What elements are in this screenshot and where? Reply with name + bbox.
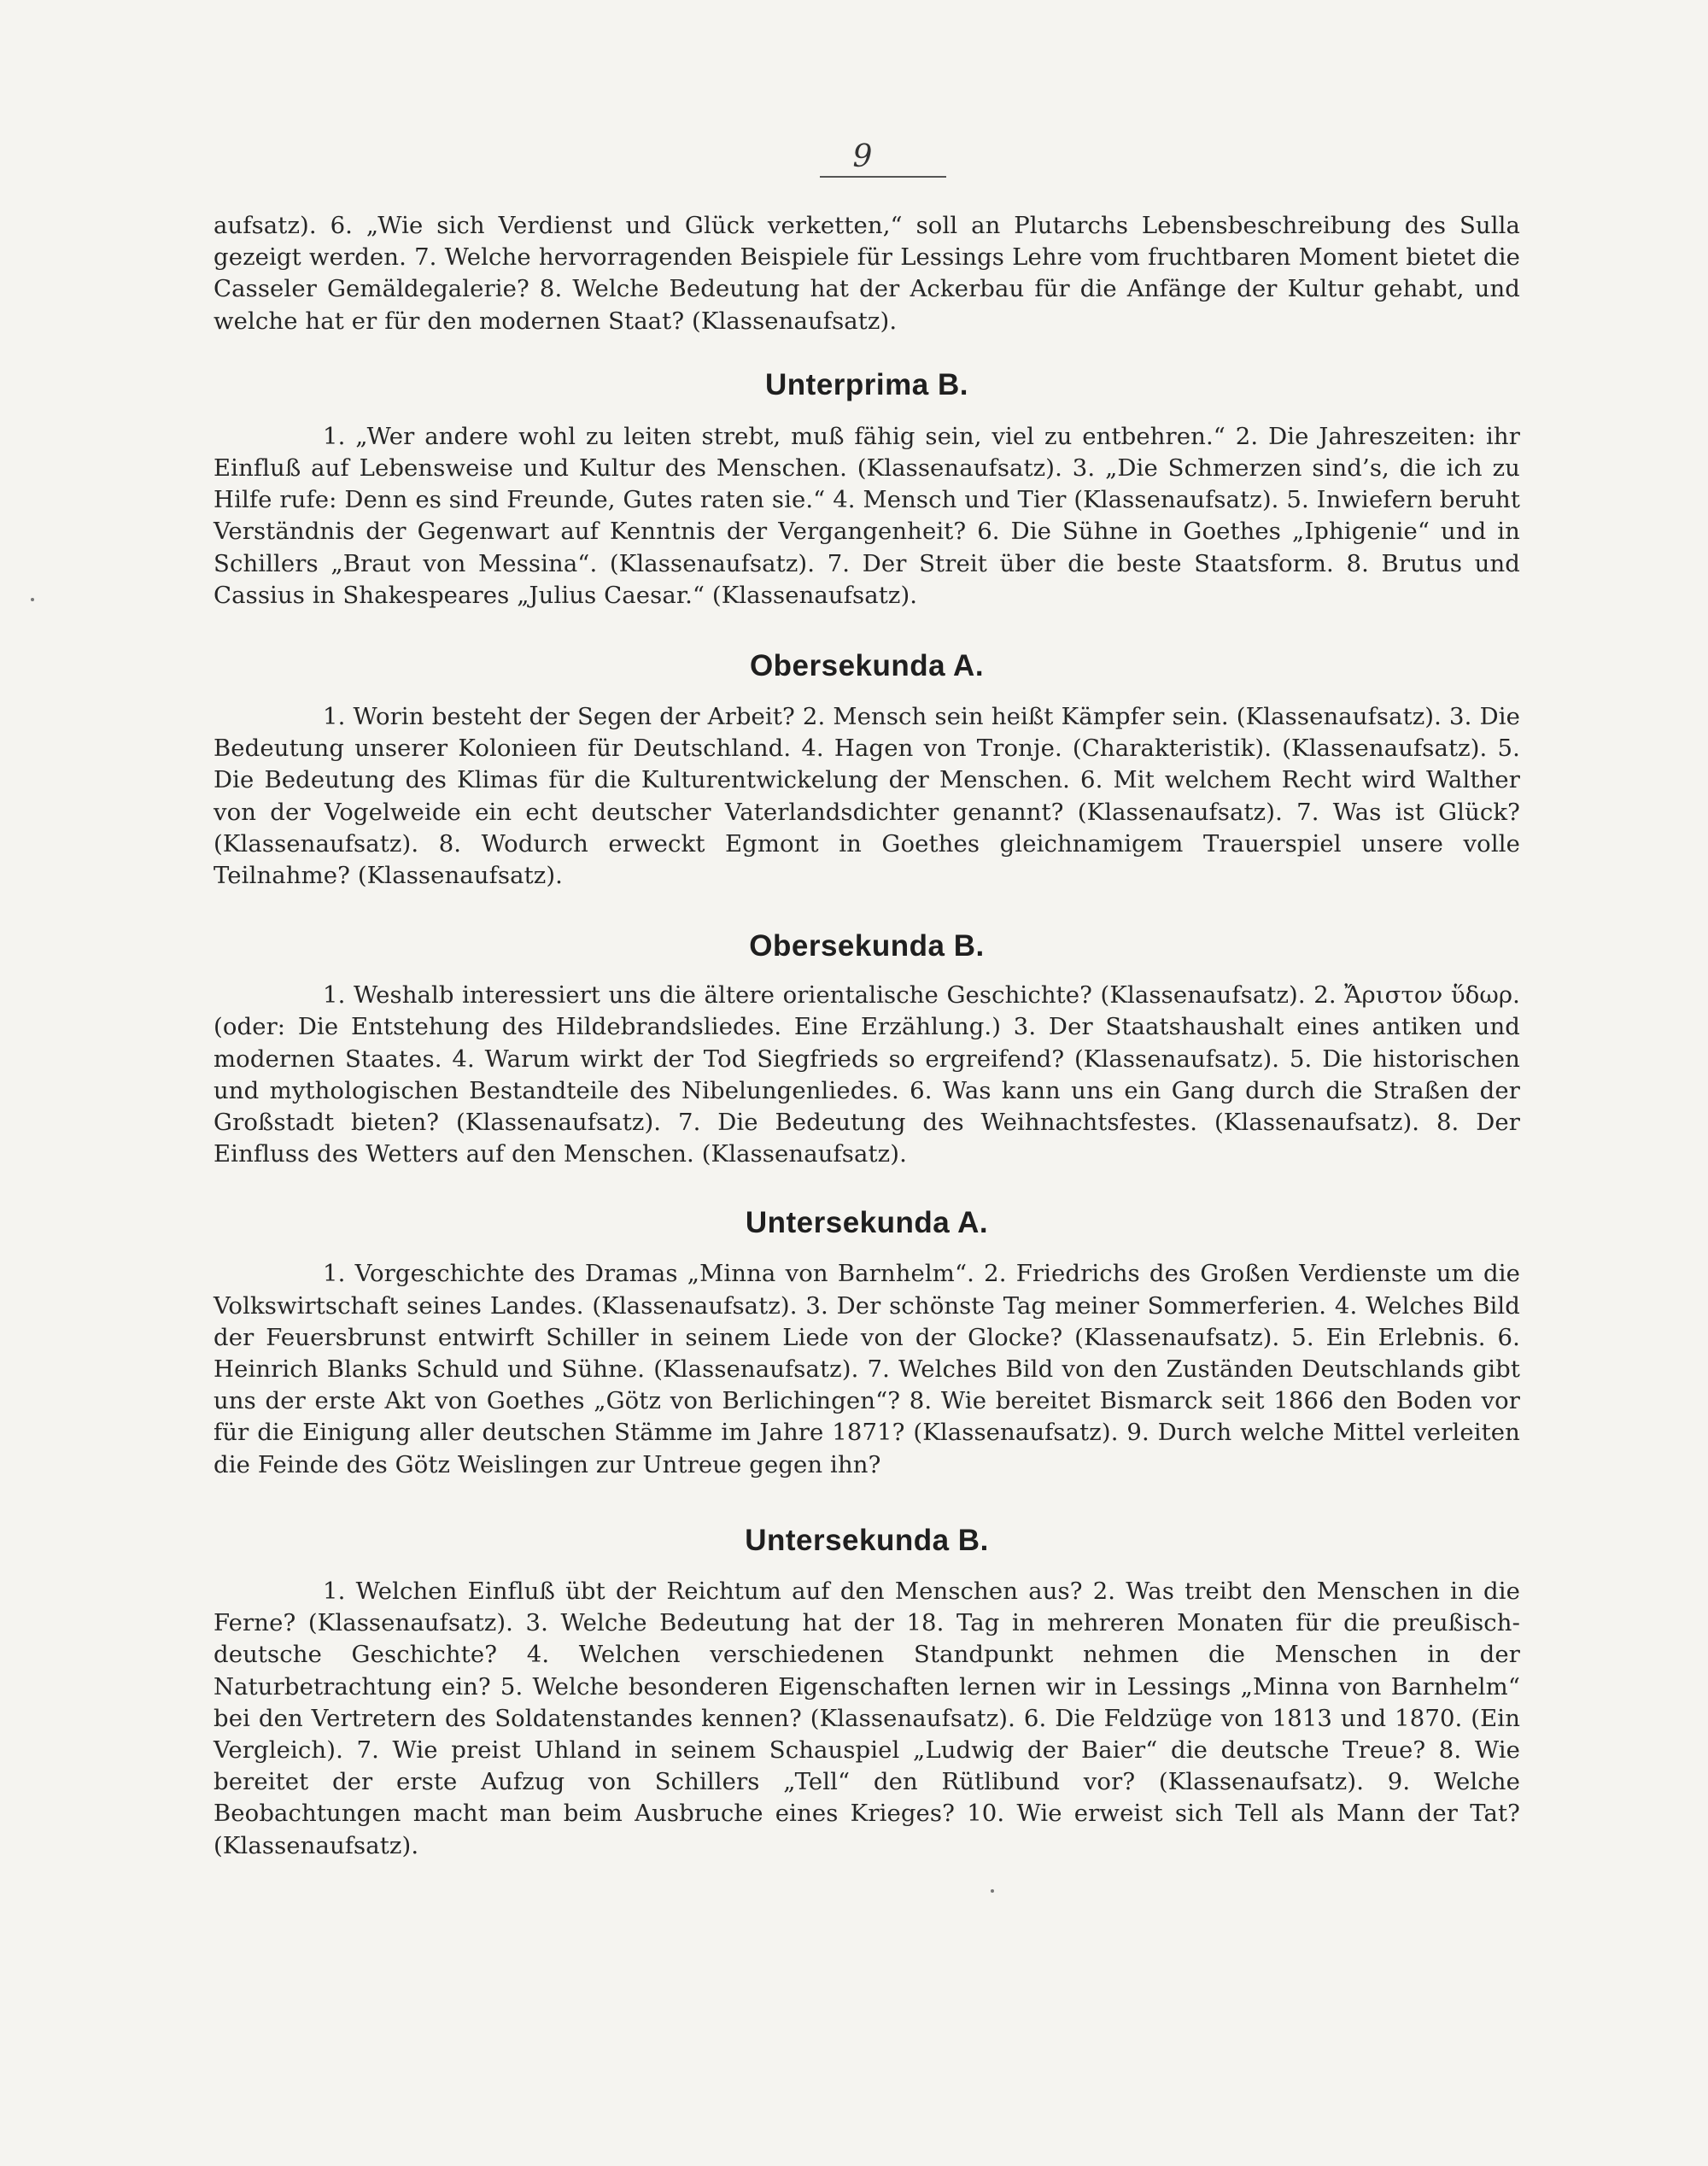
section-paragraph: 1. Weshalb interessiert uns die ältere orientalische Geschichte? (Klassenaufsatz). 2. Ἄριστον ὕδωρ. (oder: Die Entstehung des Hildebrandsliedes. Eine Erzählung.) 3. Der Staatshaushalt eines antiken und modernen Staates. 4. Warum wirkt der Tod Siegfrieds so ergreifend? (Klassenaufsatz). 5. Die historischen und mythologischen Bestandteile des Nibelungenliedes. 6. Was kann uns ein Gang durch die Straßen der Großstadt bieten? (Klassenaufsatz). 7. Die Bedeutung des Weihnachtsfestes. (Klassenaufsatz). 8. Der Einfluss des Wetters auf den Menschen. (Klassenaufsatz). [214, 981, 1520, 1168]
section-paragraph: 1. Vorgeschichte des Dramas „Minna von Barnhelm“. 2. Friedrichs des Großen Verdienste um die Volkswirtschaft seines Landes. (Klassenaufsatz). 3. Der schönste Tag meiner Sommerferien. 4. Welches Bild der Feuersbrunst entwirft Schiller in seinem Liede von der Glocke? (Klassenaufsatz). 5. Ein Erlebnis. 6. Heinrich Blanks Schuld und Sühne. (Klassenaufsatz). 7. Welches Bild von den Zuständen Deutschlands gibt uns der erste Akt von Goethes „Götz von Berlichingen“? 8. Wie bereitet Bismarck seit 1866 den Boden vor für die Einigung aller deutschen Stämme im Jahre 1871? (Klassenaufsatz). 9. Durch welche Mittel verleiten die Feinde des Götz Weislingen zur Untreue gegen ihn? [214, 1260, 1520, 1478]
page-number-rule [820, 176, 946, 178]
paper-speck [991, 1889, 994, 1893]
section-paragraph: 1. Worin besteht der Segen der Arbeit? 2. Mensch sein heißt Kämpfer sein. (Klassenaufsatz). 3. Die Bedeutung unserer Kolonieen für Deutschland. 4. Hagen von Tronje. (Charakteristik). (Klassenaufsatz). 5. Die Bedeutung des Klimas für die Kulturentwickelung der Menschen. 6. Mit welchem Recht wird Walther von der Vogelweide ein echt deutscher Vaterlandsdichter genannt? (Klassenaufsatz). 7. Was ist Glück? (Klassenaufsatz). 8. Wodurch erweckt Egmont in Goethes gleichnamigem Trauerspiel unsere volle Teilnahme? (Klassenaufsatz). [214, 703, 1520, 890]
section-heading: Unterprima B. [765, 367, 968, 401]
page-number: 9 [852, 139, 873, 174]
section-heading: Untersekunda A. [745, 1206, 989, 1240]
section-obersekunda-b [214, 929, 1520, 1170]
section-obersekunda-a [214, 649, 1520, 892]
paper-speck [31, 598, 34, 601]
section-untersekunda-b [214, 1524, 1520, 1862]
section-heading: Obersekunda A. [749, 649, 985, 683]
section-paragraph: 1. Welchen Einfluß übt der Reichtum auf den Menschen aus? 2. Was treibt den Menschen in die Ferne? (Klassenaufsatz). 3. Welche Bedeutung hat der 18. Tag in mehreren Monaten für die preußisch-deutsche Geschichte? 4. Welchen verschiedenen Standpunkt nehmen die Menschen in der Naturbetrachtung ein? 5. Welche besonderen Eigenschaften lernen wir in Lessings „Minna von Barnhelm“ bei den Vertretern des Soldatenstandes kennen? (Klassenaufsatz). 6. Die Feldzüge von 1813 und 1870. (Ein Vergleich). 7. Wie preist Uhland in seinem Schauspiel „Ludwig der Baier“ die deutsche Treue? 8. Wie bereitet der erste Aufzug von Schillers „Tell“ den Rütlibund vor? (Klassenaufsatz). 9. Welche Beobachtungen macht man beim Ausbruche eines Krieges? 10. Wie erweist sich Tell als Mann der Tat? (Klassenaufsatz). [214, 1577, 1520, 1859]
section-heading: Obersekunda B. [749, 929, 985, 963]
section-heading: Untersekunda B. [745, 1523, 989, 1557]
section-paragraph: 1. „Wer andere wohl zu leiten strebt, muß fähig sein, viel zu entbehren.“ 2. Die Jahreszeiten: ihr Einfluß auf Lebensweise und Kultur des Menschen. (Klassenaufsatz). 3. „Die Schmerzen sind’s, die ich zu Hilfe rufe: Denn es sind Freunde, Gutes raten sie.“ 4. Mensch und Tier (Klassenaufsatz). 5. Inwiefern beruht Verständnis der Gegenwart auf Kenntnis der Vergangenheit? 6. Die Sühne in Goethes „Iphigenie“ und in Schillers „Braut von Messina“. (Klassenaufsatz). 7. Der Streit über die beste Staatsform. 8. Brutus und Cassius in Shakespeares „Julius Caesar.“ (Klassenaufsatz). [214, 422, 1520, 609]
page-content [214, 210, 1520, 1862]
section-untersekunda-a [214, 1206, 1520, 1480]
section-unterprima-b [214, 368, 1520, 612]
intro-paragraph: aufsatz). 6. „Wie sich Verdienst und Glück verketten,“ soll an Plutarchs Lebensbeschreibung des Sulla gezeigt werden. 7. Welche hervorragenden Beispiele für Lessings Lehre vom fruchtbaren Moment bietet die Casseler Gemäldegalerie? 8. Welche Bedeutung hat der Ackerbau für die Anfänge der Kultur gehabt, und welche hat er für den modernen Staat? (Klassenaufsatz). [214, 212, 1520, 335]
